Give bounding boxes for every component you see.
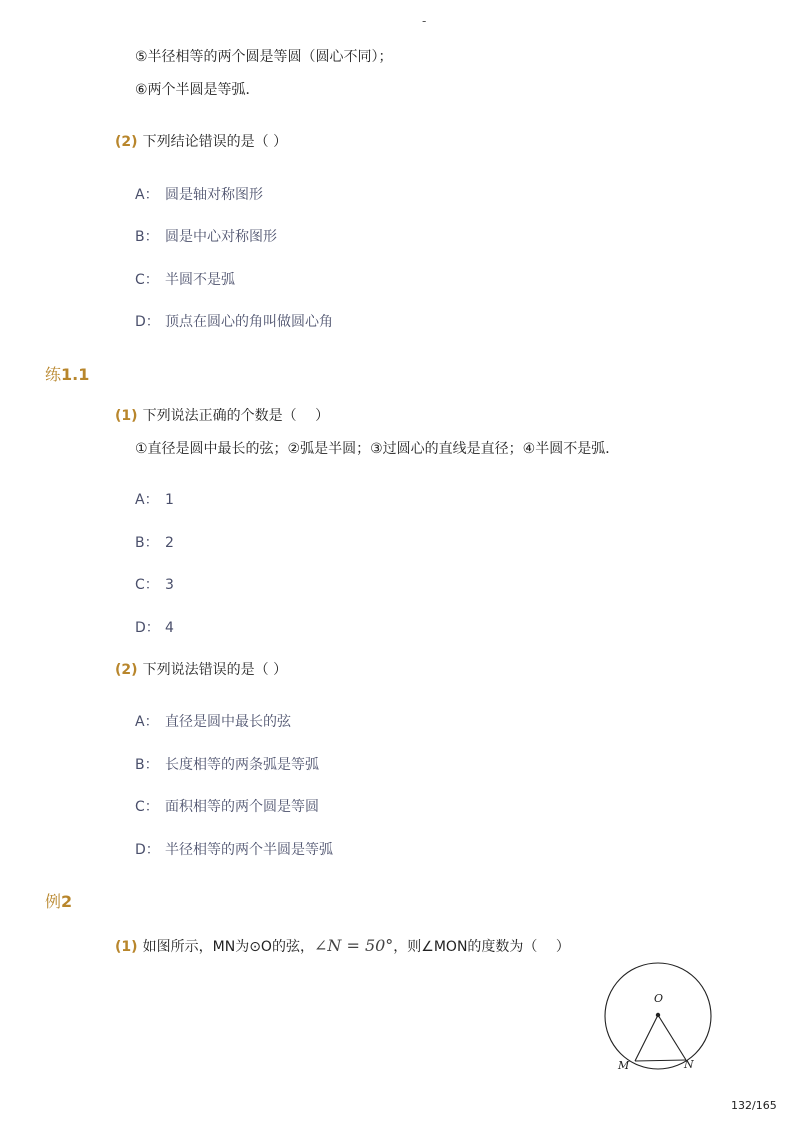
angle-expression: ∠N = 50° (313, 936, 394, 955)
option-letter: A： (135, 714, 159, 730)
question-text: 下列结论错误的是（ ） (142, 134, 288, 150)
option-text: 圆是中心对称图形 (165, 229, 277, 245)
chord-mn (635, 1060, 686, 1061)
question-text: 下列说法错误的是（ ） (142, 662, 288, 678)
question-text-after: ，则∠MON的度数为（ ） (393, 939, 570, 955)
option-c[interactable] (135, 574, 174, 594)
option-c[interactable] (135, 269, 235, 289)
option-text: 圆是轴对称图形 (165, 187, 263, 203)
page-number: 132/165 (731, 1099, 777, 1112)
option-letter: B： (135, 229, 159, 245)
option-letter: B： (135, 535, 159, 551)
label-m: M (618, 1059, 630, 1072)
section-number: 1.1 (61, 365, 90, 384)
radius-on (658, 1015, 686, 1060)
option-text: 3 (165, 577, 174, 593)
label-n: N (684, 1058, 694, 1071)
option-b[interactable] (135, 754, 319, 774)
option-a[interactable] (135, 184, 263, 204)
option-b[interactable] (135, 226, 277, 246)
radius-om (635, 1015, 658, 1061)
option-letter: D： (135, 314, 160, 330)
option-letter: A： (135, 187, 159, 203)
question-number: (2) (115, 662, 138, 678)
option-letter: D： (135, 620, 160, 636)
option-letter: C： (135, 799, 159, 815)
option-a[interactable] (135, 489, 174, 509)
option-text: 半圆不是弧 (165, 272, 235, 288)
question-statement: ①直径是圆中最长的弦；②弧是半圆；③过圆心的直线是直径；④半圆不是弧． (135, 441, 620, 457)
option-letter: B： (135, 757, 159, 773)
question-number: (1) (115, 939, 138, 955)
option-text: 4 (165, 620, 174, 636)
question-prev-2 (115, 131, 287, 151)
option-text: 1 (165, 492, 174, 508)
option-letter: A： (135, 492, 159, 508)
option-text: 直径是圆中最长的弦 (165, 714, 291, 730)
option-d[interactable] (135, 311, 333, 331)
section-number: 2 (61, 892, 73, 911)
top-mark: - (422, 14, 427, 28)
option-text: 面积相等的两个圆是等圆 (165, 799, 319, 815)
option-d[interactable] (135, 617, 174, 637)
question-s1-1 (115, 405, 329, 425)
question-number: (2) (115, 134, 138, 150)
label-o: O (654, 992, 664, 1005)
option-text: 2 (165, 535, 174, 551)
question-text: 下列说法正确的个数是（ ） (142, 408, 330, 424)
section-heading-practice (45, 362, 89, 385)
circle-figure (598, 958, 722, 1074)
question-s1-2 (115, 659, 287, 679)
intro-line-5: ⑤半径相等的两个圆是等圆（圆心不同）； (135, 49, 393, 65)
option-letter: C： (135, 272, 159, 288)
section-prefix: 例 (45, 892, 62, 911)
option-letter: C： (135, 577, 159, 593)
section-prefix: 练 (45, 365, 62, 384)
option-d[interactable] (135, 839, 333, 859)
option-c[interactable] (135, 796, 319, 816)
option-a[interactable] (135, 711, 291, 731)
option-text: 顶点在圆心的角叫做圆心角 (165, 314, 333, 330)
question-text-before: 如图所示，MN为⊙O的弦， (142, 939, 314, 955)
question-number: (1) (115, 408, 138, 424)
intro-line-6: ⑥两个半圆是等弧． (135, 82, 260, 98)
option-text: 半径相等的两个半圆是等弧 (165, 842, 333, 858)
option-b[interactable] (135, 532, 174, 552)
question-s2-1 (115, 936, 570, 956)
option-letter: D： (135, 842, 160, 858)
option-text: 长度相等的两条弧是等弧 (165, 757, 319, 773)
section-heading-example (45, 889, 72, 912)
center-point (656, 1013, 660, 1017)
